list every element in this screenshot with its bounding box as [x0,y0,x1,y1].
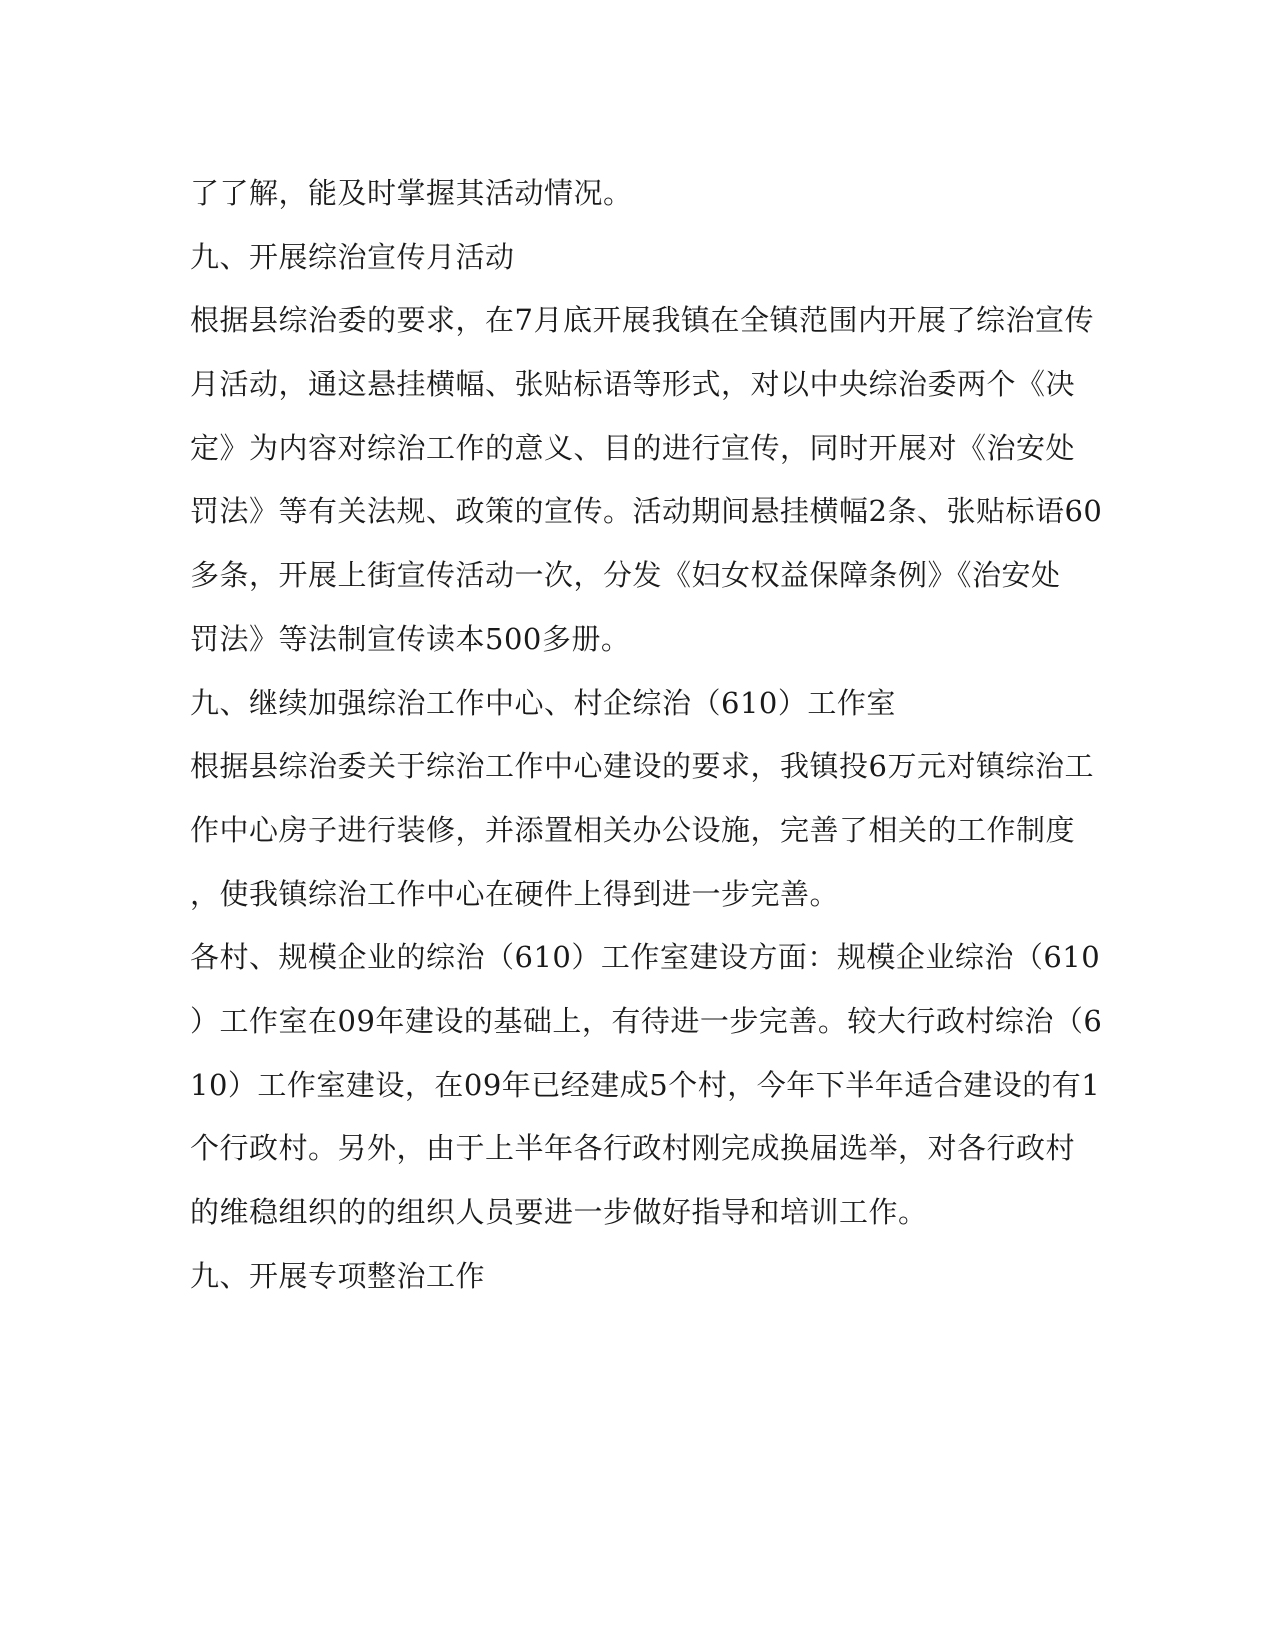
text-line: 定》为内容对综治工作的意义、目的进行宣传，同时开展对《治安处 [190,430,1076,465]
text-line: 根据县综治委的要求，在7月底开展我镇在全镇范围内开展了综治宣传 [190,303,1094,338]
text-line: 的维稳组织的的组织人员要进一步做好指导和培训工作。 [190,1195,928,1229]
text-line: 10）工作室建设，在09年已经建成5个村，今年下半年适合建设的有1 [190,1067,1101,1102]
text-line: 根据县综治委关于综治工作中心建设的要求，我镇投6万元对镇综治工 [190,749,1094,784]
section-heading: 九、开展综治宣传月活动 [190,239,515,274]
section-heading: 九、开展专项整治工作 [190,1258,486,1293]
text-line: 了了解，能及时掌握其活动情况。 [190,176,633,210]
document-body [190,162,1103,1308]
section-heading: 九、继续加强综治工作中心、村企综治（610）工作室 [190,685,896,720]
text-line: 各村、规模企业的综治（610）工作室建设方面：规模企业综治（610 [190,940,1101,975]
text-line: 多条，开展上街宣传活动一次，分发《妇女权益保障条例》《治安处 [190,558,1061,593]
text-line: ）工作室在09年建设的基础上，有待进一步完善。较大行政村综治（6 [190,1003,1103,1038]
text-line: 月活动，通这悬挂横幅、张贴标语等形式，对以中央综治委两个《决 [190,367,1076,402]
text-line: 罚法》等法制宣传读本500多册。 [190,621,631,656]
text-line: 作中心房子进行装修，并添置相关办公设施，完善了相关的工作制度 [190,812,1076,847]
text-line: ，使我镇综治工作中心在硬件上得到进一步完善。 [190,876,840,911]
text-line: 罚法》等有关法规、政策的宣传。活动期间悬挂横幅2条、张贴标语60 [190,494,1103,529]
text-line: 个行政村。另外，由于上半年各行政村刚完成换届选举，对各行政村 [190,1131,1076,1166]
